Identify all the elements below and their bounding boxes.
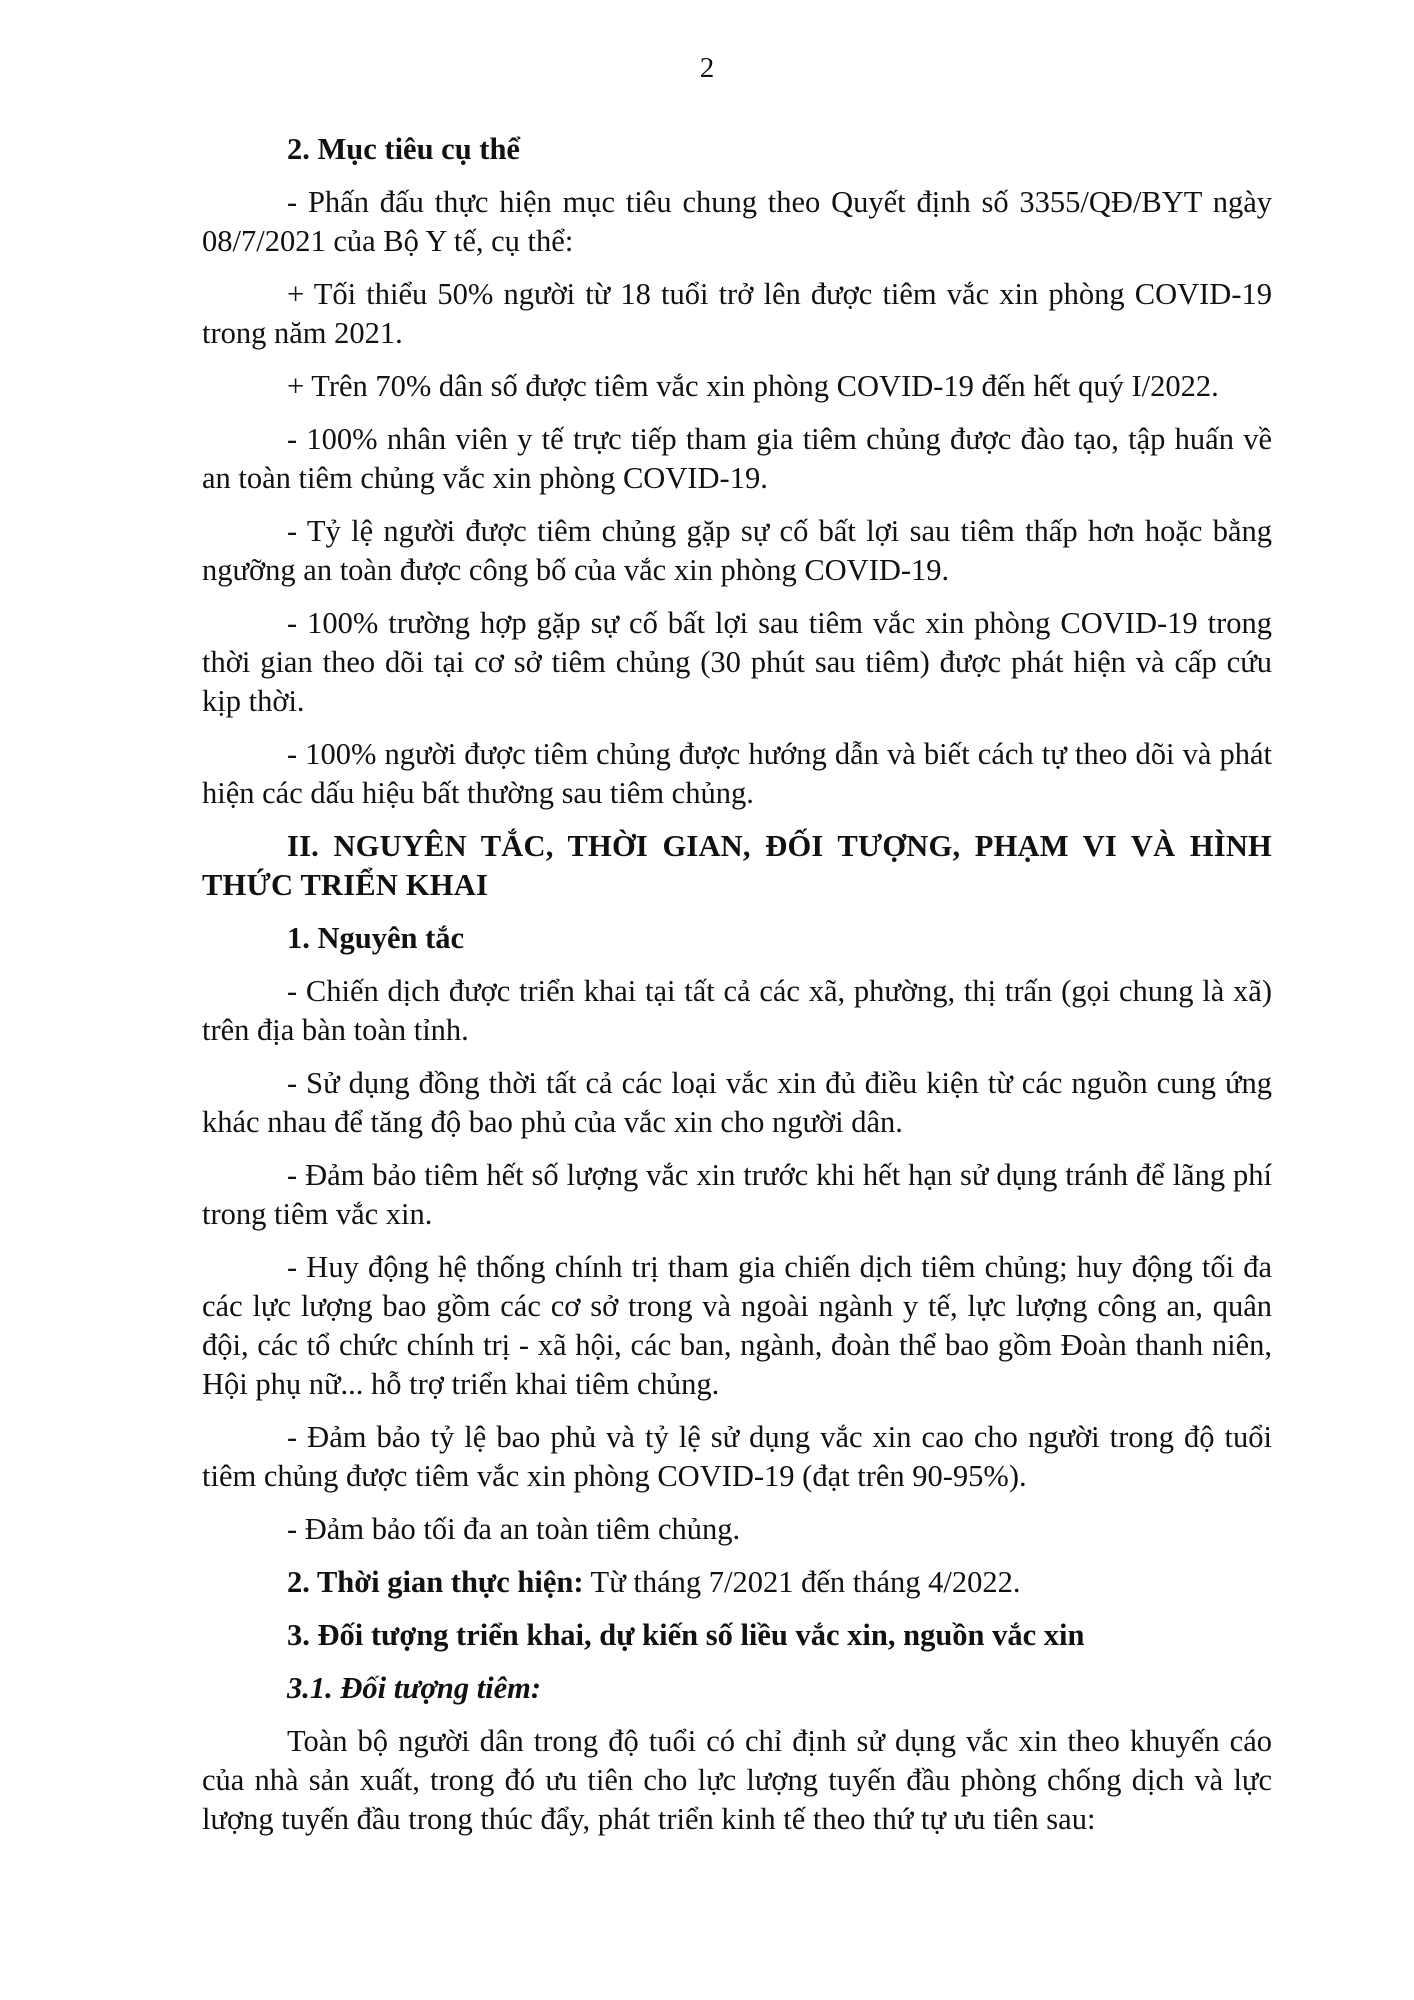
paragraph: - Đảm bảo tiêm hết số lượng vắc xin trước khi hết hạn sử dụng tránh để lãng phí trong tiêm vắc xin. <box>202 1158 1272 1231</box>
page-number: 2 <box>699 52 715 84</box>
paragraph: - Phấn đấu thực hiện mục tiêu chung theo Quyết định số 3355/QĐ/BYT ngày 08/7/2021 của Bộ Y tế, cụ thể: <box>202 185 1272 258</box>
paragraph: - 100% người được tiêm chủng được hướng dẫn và biết cách tự theo dõi và phát hiện các dấu hiệu bất thường sau tiêm chủng. <box>202 737 1272 810</box>
implementation-time-value: Từ tháng 7/2021 đến tháng 4/2022. <box>583 1565 1021 1599</box>
paragraph: - 100% trường hợp gặp sự cố bất lợi sau tiêm vắc xin phòng COVID-19 trong thời gian theo dõi tại cơ sở tiêm chủng (30 phút sau tiêm) được phát hiện và cấp cứu kịp thời. <box>202 606 1272 718</box>
subsection-heading-targets: 3. Đối tượng triển khai, dự kiến số liều vắc xin, nguồn vắc xin <box>287 1618 1085 1652</box>
paragraph: - Huy động hệ thống chính trị tham gia chiến dịch tiêm chủng; huy động tối đa các lực lượng bao gồm các cơ sở trong và ngoài ngành y tế, lực lượng công an, quân đội, các tổ chức chính trị - xã hội, các ban, ngành, đoàn thể bao gồm Đoàn thanh niên, Hội phụ nữ... hỗ trợ triển khai tiêm chủng. <box>202 1250 1272 1401</box>
paragraph: - Sử dụng đồng thời tất cả các loại vắc xin đủ điều kiện từ các nguồn cung ứng khác nhau để tăng độ bao phủ của vắc xin cho người dân. <box>202 1066 1272 1139</box>
subsection-heading-vaccination-targets: 3.1. Đối tượng tiêm: <box>287 1671 542 1705</box>
paragraph: - Đảm bảo tỷ lệ bao phủ và tỷ lệ sử dụng vắc xin cao cho người trong độ tuổi tiêm chủng được tiêm vắc xin phòng COVID-19 (đạt trên 90-95%). <box>202 1420 1272 1493</box>
section-heading-specific-goals: 2. Mục tiêu cụ thể <box>287 132 520 166</box>
paragraph: - Tỷ lệ người được tiêm chủng gặp sự cố bất lợi sau tiêm thấp hơn hoặc bằng ngưỡng an toàn được công bố của vắc xin phòng COVID-19. <box>202 514 1272 587</box>
document-body <box>202 130 1272 1853</box>
paragraph: + Tối thiểu 50% người từ 18 tuổi trở lên được tiêm vắc xin phòng COVID-19 trong năm 2021. <box>202 277 1272 350</box>
subsection-heading-principles: 1. Nguyên tắc <box>287 921 465 955</box>
paragraph-implementation-time <box>202 1563 1272 1602</box>
section-heading-principles-time-scope: II. NGUYÊN TẮC, THỜI GIAN, ĐỐI TƯỢNG, PHẠM VI VÀ HÌNH THỨC TRIỂN KHAI <box>202 829 1272 902</box>
paragraph: - 100% nhân viên y tế trực tiếp tham gia tiêm chủng được đào tạo, tập huấn về an toàn tiêm chủng vắc xin phòng COVID-19. <box>202 422 1272 495</box>
paragraph: - Chiến dịch được triển khai tại tất cả các xã, phường, thị trấn (gọi chung là xã) trên địa bàn toàn tỉnh. <box>202 974 1272 1047</box>
paragraph: + Trên 70% dân số được tiêm vắc xin phòng COVID-19 đến hết quý I/2022. <box>287 369 1219 403</box>
paragraph: Toàn bộ người dân trong độ tuổi có chỉ định sử dụng vắc xin theo khuyến cáo của nhà sản xuất, trong đó ưu tiên cho lực lượng tuyến đầu phòng chống dịch và lực lượng tuyến đầu trong thúc đẩy, phát triển kinh tế theo thứ tự ưu tiên sau: <box>202 1724 1272 1836</box>
implementation-time-label: 2. Thời gian thực hiện: <box>287 1565 584 1599</box>
paragraph: - Đảm bảo tối đa an toàn tiêm chủng. <box>287 1512 741 1546</box>
